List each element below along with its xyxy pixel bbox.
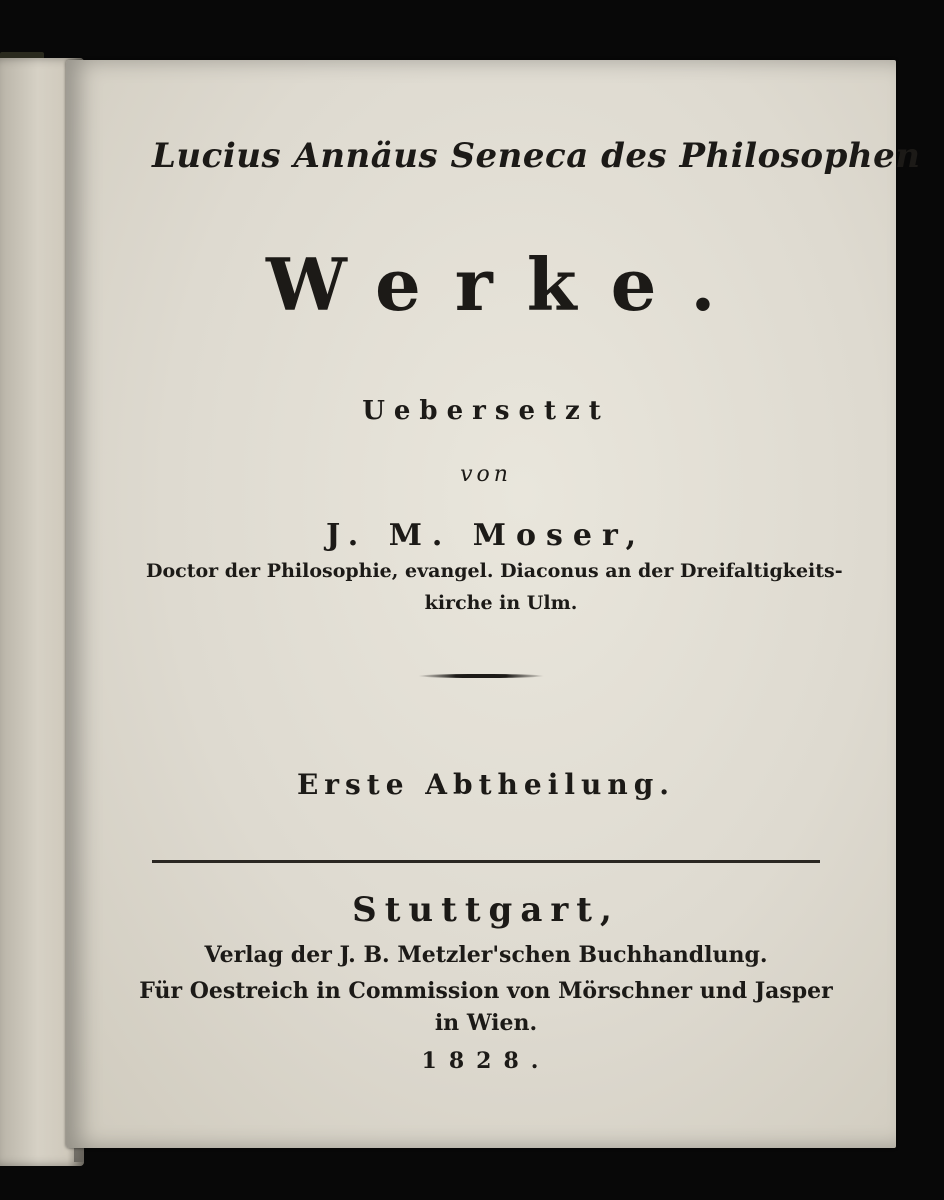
translated-label: Uebersetzt xyxy=(362,396,610,426)
translator-credentials-line1: Doctor der Philosophie, evangel. Diaconus an der Dreifaltigkeits- xyxy=(146,560,843,582)
title-page xyxy=(66,60,921,1148)
distribution-location: in Wien. xyxy=(434,1010,538,1036)
distribution-line: Für Oestreich in Commission von Mörschner und Jasper xyxy=(139,978,833,1004)
publication-city: Stuttgart, xyxy=(352,890,620,930)
translator-name: J. M. Moser, xyxy=(325,518,647,553)
publication-year: 1828. xyxy=(421,1048,551,1074)
divider-rule xyxy=(152,860,820,863)
works-title: Werke. xyxy=(266,242,750,327)
by-label: von xyxy=(460,462,512,487)
ornament-rule xyxy=(418,674,544,678)
author-line: Lucius Annäus Seneca des Philosophen xyxy=(152,136,921,176)
translator-credentials-line2: kirche in Ulm. xyxy=(424,592,578,614)
part-label: Erste Abtheilung. xyxy=(296,768,676,801)
publisher-line: Verlag der J. B. Metzler'schen Buchhandlung. xyxy=(204,942,768,968)
